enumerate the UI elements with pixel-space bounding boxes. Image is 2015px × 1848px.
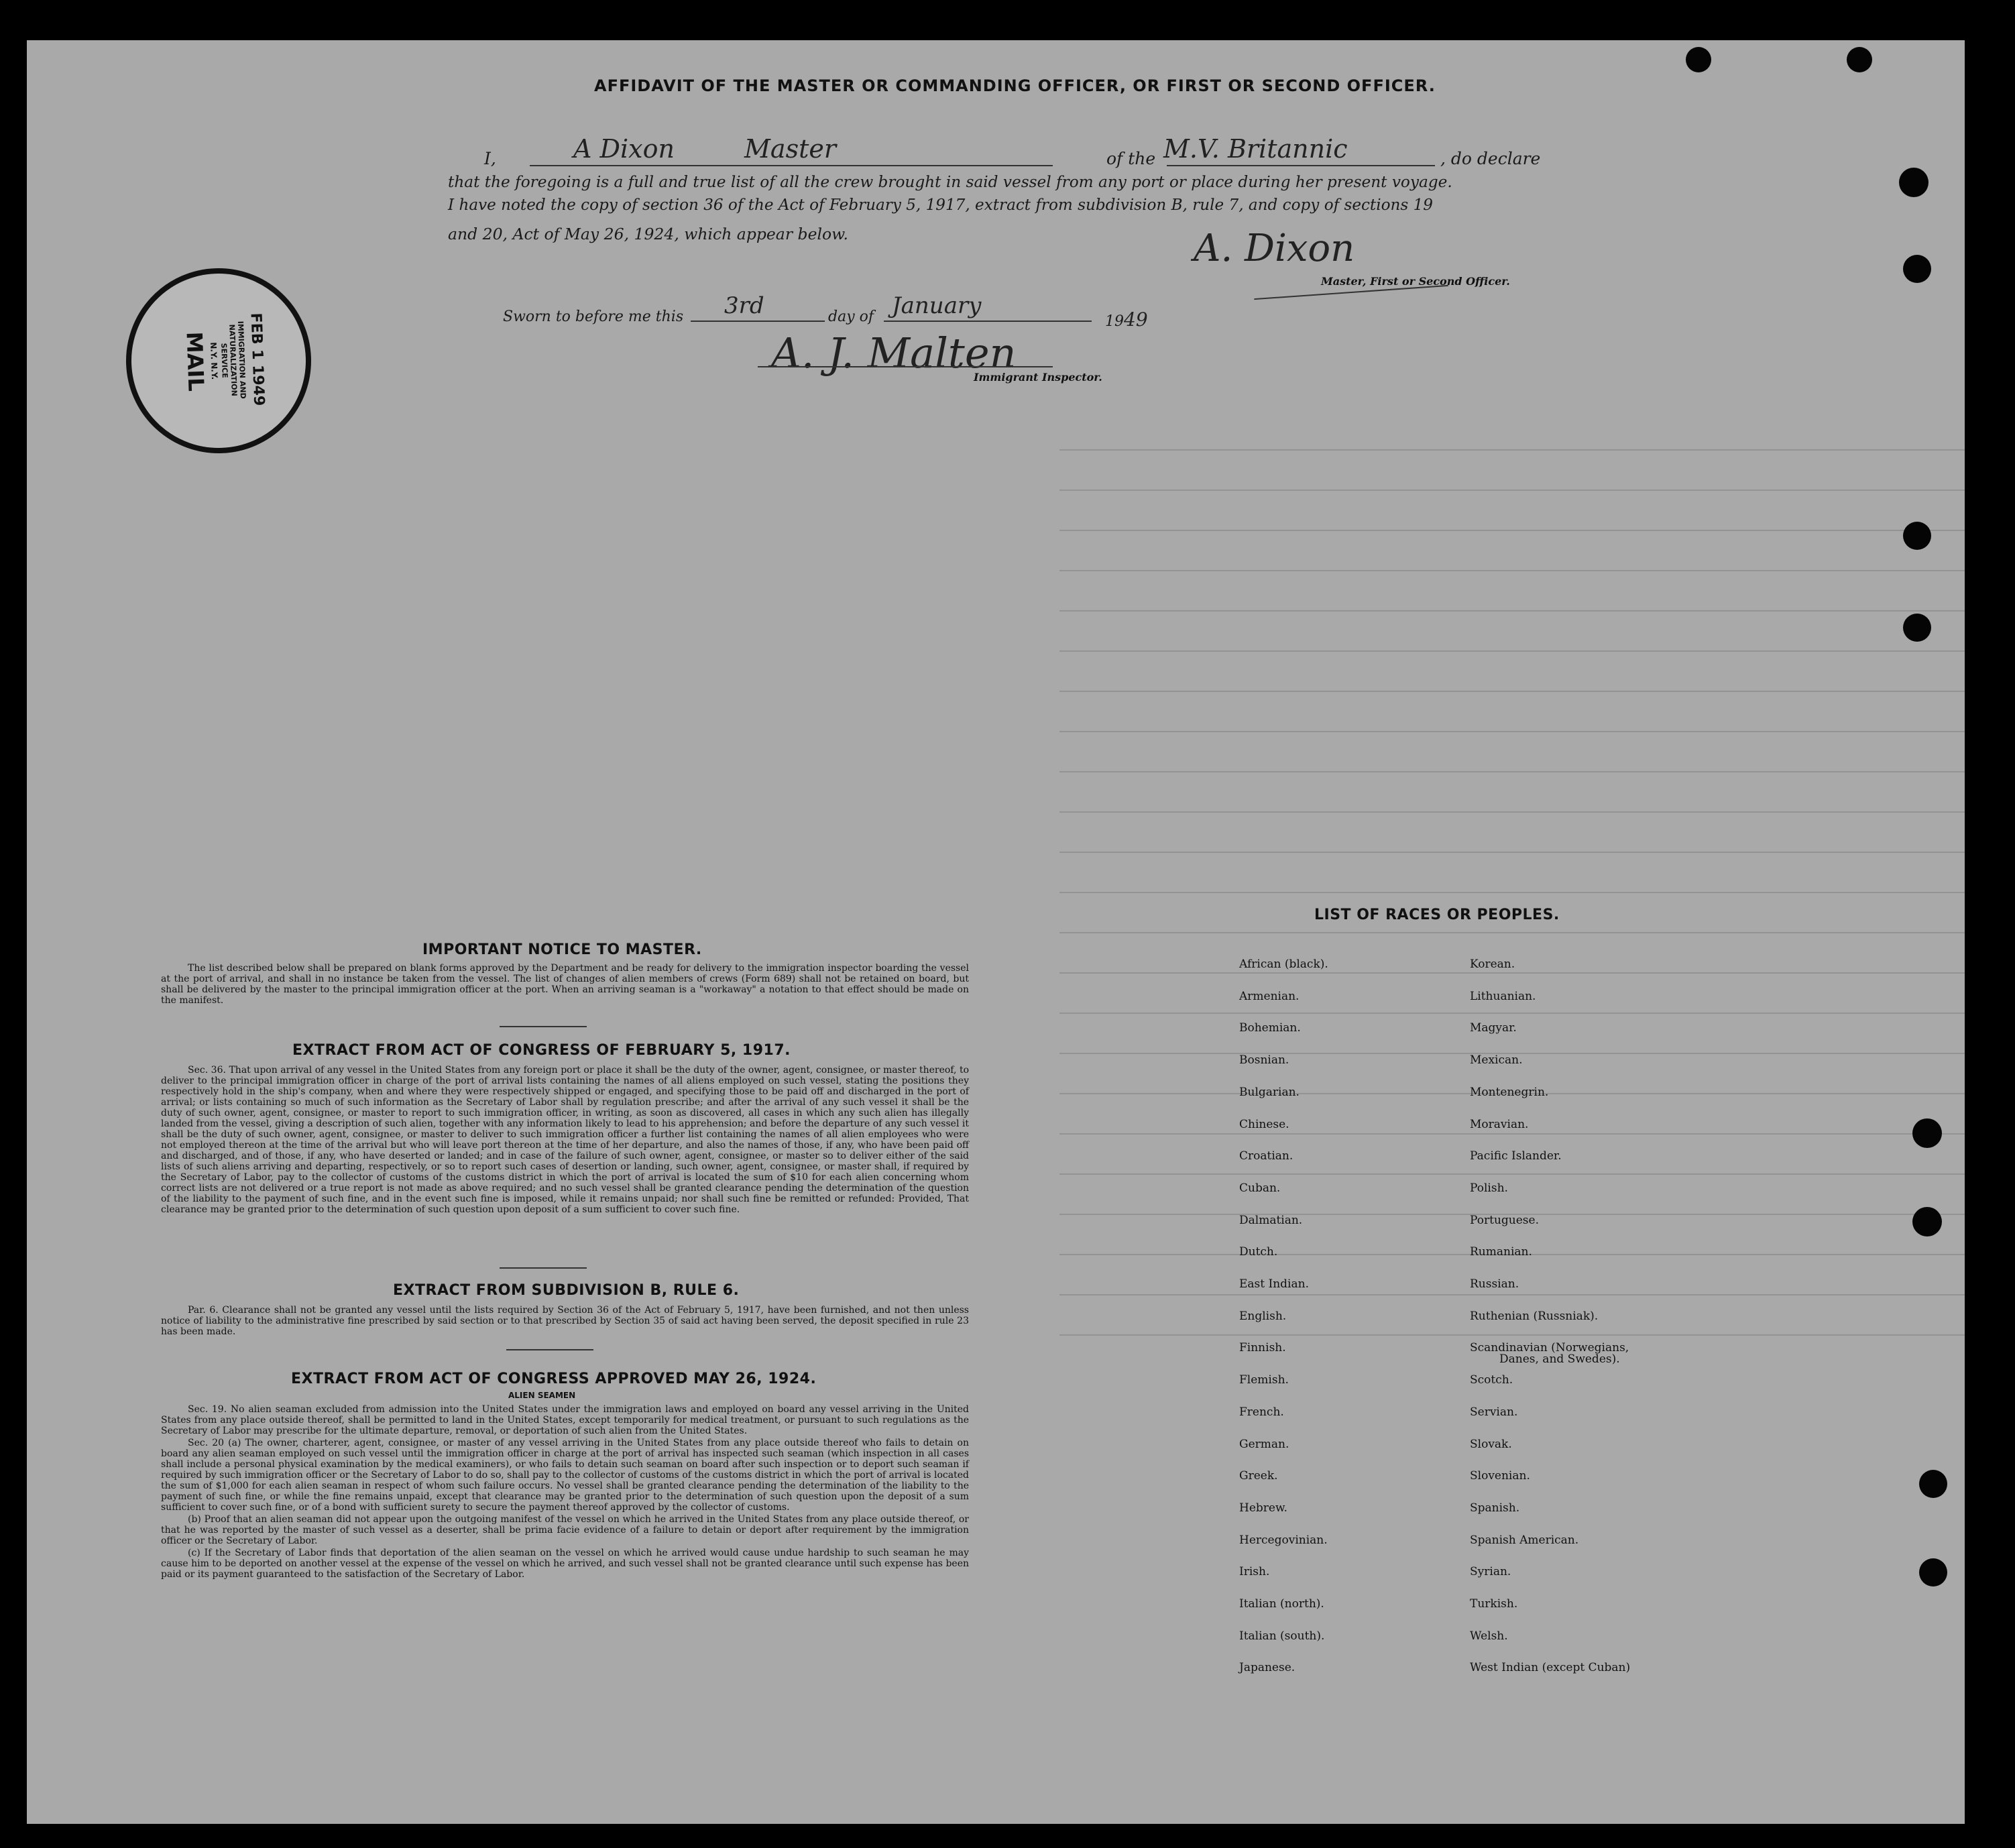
race-item: Lithuanian.	[1470, 989, 1536, 1003]
do-declare-label: , do declare	[1440, 149, 1541, 168]
inspector-caption: Immigrant Inspector.	[974, 371, 1102, 384]
punch-hole	[1912, 1207, 1942, 1236]
handwritten-name: A Dixon	[573, 134, 675, 164]
race-item: African (black).	[1239, 958, 1328, 971]
race-item: Scandinavian (Norwegians,	[1470, 1341, 1629, 1355]
stamp-mail: MAIL	[181, 331, 209, 392]
affidavit-line-1	[484, 149, 496, 168]
race-item: Bulgarian.	[1239, 1085, 1300, 1099]
affidavit-title: AFFIDAVIT OF THE MASTER OR COMMANDING OFFICER, OR FIRST OR SECOND OFFICER.	[594, 76, 1436, 95]
race-item: Dalmatian.	[1239, 1213, 1303, 1227]
section-20a-paragraph: Sec. 20 (a) The owner, charterer, agent, consignee, or master of any vessel arriving in the United States from any place outside thereof who fails to detain on board any alien seaman employed on such vessel until the immigration officer in charge at the port of arrival has inspected such seaman (which inspection in all cases shall include a personal physical examination by the medical examiners), or who fails to detain such seaman on board after such inspection or to deport such seaman if required by such immigration officer or the Secretary of Labor to do so, shall pay to the collector of customs of the customs district in which the port of arrival is located the sum of $1,000 for each alien seaman in respect of whom such failure occurs. No vessel shall be granted clearance pending the determination of the liability to the payment of such fine, or while the fine remains unpaid, except that clearance may be granted prior to the determination of such question upon the deposit of a sum sufficient to cover such fine, or of a bond with sufficient surety to secure the payment thereof approved by the collector of customs.	[161, 1438, 969, 1513]
section-20c-paragraph: (c) If the Secretary of Labor finds that deportation of the alien seaman on the vessel on which he arrived would cause undue hardship to such seaman he may cause him to be deported on another vessel at the expense of the vessel on which he arrived, and such vessel shall not be granted clearance until such expense has been paid or its payment guaranteed to the satisfaction of the Secretary of Labor.	[161, 1548, 969, 1580]
race-item: Moravian.	[1470, 1117, 1529, 1131]
race-item: Ruthenian (Russniak).	[1470, 1309, 1599, 1323]
day-of-label: day of	[828, 308, 874, 325]
race-item: French.	[1239, 1405, 1284, 1419]
race-item: Bosnian.	[1239, 1053, 1289, 1067]
handwritten-month: January	[892, 292, 982, 319]
punch-hole	[1903, 522, 1931, 550]
month-underline	[884, 321, 1092, 322]
signature-caption: Master, First or Second Officer.	[1321, 275, 1510, 288]
race-item: Dutch.	[1239, 1245, 1278, 1259]
races-heading: LIST OF RACES OR PEOPLES.	[1314, 907, 1560, 923]
year-label	[1105, 308, 1148, 331]
race-item: Spanish American.	[1470, 1533, 1579, 1547]
race-item: Slovenian.	[1470, 1469, 1530, 1483]
sworn-label: Sworn to before me this	[503, 308, 684, 325]
master-signature: A. Dixon	[1194, 227, 1355, 270]
race-item: Italian (north).	[1239, 1597, 1324, 1611]
rule-6-heading: EXTRACT FROM SUBDIVISION B, RULE 6.	[393, 1282, 740, 1299]
section-19-paragraph: Sec. 19. No alien seaman excluded from admission into the United States under the immigration laws and employed on board any vessel arriving in the United States from any place outside thereof, shall be permitted to land in the United States, except temporarily for medical treatment, or pursuant to such regulations as the Secretary of Labor may prescribe for the ultimate departure, removal, or deportation of such alien from the United States.	[161, 1404, 969, 1436]
race-item: Korean.	[1470, 958, 1515, 971]
race-item: Armenian.	[1239, 989, 1300, 1003]
divider	[500, 1267, 587, 1269]
race-item: Turkish.	[1470, 1597, 1518, 1611]
rule-6-text	[161, 1305, 969, 1338]
race-item: Scotch.	[1470, 1373, 1513, 1387]
inspector-signature: A. J. Malten	[771, 329, 1017, 378]
extract-1924-heading: EXTRACT FROM ACT OF CONGRESS APPROVED MAY 26, 1924.	[291, 1371, 817, 1387]
race-item: Rumanian.	[1470, 1245, 1532, 1259]
race-item: Hebrew.	[1239, 1501, 1287, 1515]
race-item: Flemish.	[1239, 1373, 1289, 1387]
rule-6-paragraph: Par. 6. Clearance shall not be granted any vessel until the lists required by Section 36 of the Act of February 5, 1917, have been furnished, and not then unless notice of liability to the administrative fine prescribed by said section or to that prescribed by Section 35 of said act having been served, the deposit specified in rule 23 has been made.	[161, 1305, 969, 1337]
stamp-service: IMMIGRATION AND NATURALIZATION SERVICE	[219, 321, 248, 400]
race-item: Greek.	[1239, 1469, 1278, 1483]
affidavit-line-4: and 20, Act of May 26, 1924, which appear below.	[448, 225, 848, 243]
punch-hole	[1912, 1118, 1942, 1148]
race-item: East Indian.	[1239, 1277, 1309, 1291]
divider	[500, 1026, 587, 1027]
punch-hole	[1899, 168, 1928, 197]
notice-heading: IMPORTANT NOTICE TO MASTER.	[422, 941, 702, 958]
inspector-underline	[758, 366, 1053, 367]
race-item: English.	[1239, 1309, 1287, 1323]
race-item: Welsh.	[1470, 1629, 1508, 1643]
handwritten-vessel: M.V. Britannic	[1163, 134, 1348, 164]
name-underline	[530, 165, 1053, 166]
affidavit-prefix: I,	[484, 149, 496, 168]
punch-hole	[1847, 47, 1872, 72]
stamp-date: FEB 1 1949	[247, 312, 268, 406]
race-item: Slovak.	[1470, 1437, 1512, 1451]
punch-hole	[1919, 1470, 1947, 1498]
race-item: Pacific Islander.	[1470, 1149, 1562, 1163]
race-item: Bohemian.	[1239, 1021, 1301, 1035]
divider	[506, 1349, 593, 1350]
race-item: Cuban.	[1239, 1181, 1281, 1195]
punch-hole	[1686, 47, 1711, 72]
race-item: Polish.	[1470, 1181, 1508, 1195]
race-item: Servian.	[1470, 1405, 1518, 1419]
race-item: Japanese.	[1239, 1661, 1296, 1675]
handwritten-rank: Master	[744, 134, 836, 164]
punch-hole	[1919, 1558, 1947, 1586]
race-item: Danes, and Swedes).	[1499, 1352, 1620, 1366]
race-item: Portuguese.	[1470, 1213, 1539, 1227]
handwritten-day: 3rd	[724, 292, 764, 319]
race-item: Spanish.	[1470, 1501, 1520, 1515]
notice-paragraph: The list described below shall be prepared on blank forms approved by the Department and be ready for delivery to the immigration inspector boarding the vessel at the port of arrival, and shall in no instance be taken from the vessel. The list of changes of alien members of crews (Form 689) shall not be retained on board, but shall be delivered by the master to the principal immigration officer at the port. When an arriving seaman is a "workaway" a notation to that effect should be made on the manifest.	[161, 963, 969, 1006]
punch-hole	[1903, 614, 1931, 642]
race-item: Syrian.	[1470, 1565, 1511, 1579]
section-20b-paragraph: (b) Proof that an alien seaman did not appear upon the outgoing manifest of the vessel on which he arrived in the United States from any place outside thereof, or that he was reported by the master of such vessel as a deserter, shall be prima facie evidence of a failure to detain or deport after requirement by the immigration officer or the Secretary of Labor.	[161, 1514, 969, 1546]
extract-1917-heading: EXTRACT FROM ACT OF CONGRESS OF FEBRUARY 5, 1917.	[292, 1042, 791, 1059]
affidavit-line-3: I have noted the copy of section 36 of the Act of February 5, 1917, extract from subdivision B, rule 7, and copy of sections 19	[448, 196, 1433, 214]
race-item: Croatian.	[1239, 1149, 1293, 1163]
handwritten-year: 49	[1124, 308, 1148, 331]
race-item: Italian (south).	[1239, 1629, 1325, 1643]
extract-1917-text	[161, 1065, 969, 1216]
of-the-label: of the	[1106, 149, 1156, 168]
race-item: Finnish.	[1239, 1341, 1286, 1355]
race-item: Montenegrin.	[1470, 1085, 1549, 1099]
punch-hole	[1903, 255, 1931, 283]
year-prefix: 19	[1105, 313, 1124, 330]
extract-1924-text	[161, 1404, 969, 1581]
affidavit-line-2: that the foregoing is a full and true list of all the crew brought in said vessel from any port or place during her present voyage.	[448, 173, 1452, 191]
alien-seamen-subheading: ALIEN SEAMEN	[508, 1391, 576, 1400]
race-item: Mexican.	[1470, 1053, 1523, 1067]
vessel-underline	[1167, 165, 1435, 166]
section-36-paragraph: Sec. 36. That upon arrival of any vessel in the United States from any foreign port or place it shall be the duty of the owner, agent, consignee, or master thereof, to deliver to the principal immigration officer in charge of the port of arrival lists containing the names of all aliens employed on such vessel, stating the positions they respectively hold in the ship's company, when and where they were respectively shipped or engaged, and specifying those to be paid off and discharged in the port of arrival; or lists containing so much of such information as the Secretary of Labor shall by regulation prescribe; and after the arrival of any such vessel it shall be the duty of such owner, agent, consignee, or master to report to such immigration officer, in writing, as soon as discovered, all cases in which any such alien has illegally landed from the vessel, giving a description of such alien, together with any information likely to lead to his apprehension; and before the departure of any such vessel it shall be the duty of such owner, agent, consignee, or master to deliver to such immigration officer a further list containing the names of all alien employees who were not employed thereon at the time of the arrival but who will leave port thereon at the time of her departure, and also the names of those, if any, who have been paid off and discharged, and of those, if any, who have deserted or landed; and in case of the failure of such owner, agent, consignee, or master so to deliver either of the said lists of such aliens arriving and departing, respectively, or so to report such cases of desertion or landing, such owner, agent, consignee, or master shall, if required by the Secretary of Labor, pay to the collector of customs of the customs district in which the port of arrival is located the sum of $10 for each alien concerning whom correct lists are not delivered or a true report is not made as above required; and no such vessel shall be granted clearance pending the determination of the question of the liability to the payment of such fine, and in the event such fine is imposed, while it remains unpaid; nor shall such fine be remitted or refunded: Provided, That clearance may be granted prior to the determination of such question upon deposit of a sum sufficient to cover such fine.	[161, 1065, 969, 1215]
race-item: West Indian (except Cuban)	[1470, 1661, 1631, 1675]
day-underline	[691, 321, 825, 322]
race-item: German.	[1239, 1437, 1289, 1451]
notice-text	[161, 963, 969, 1007]
race-item: Russian.	[1470, 1277, 1519, 1291]
stamp-location: N.Y. N.Y.	[209, 342, 219, 380]
race-item: Irish.	[1239, 1565, 1270, 1579]
race-item: Hercegovinian.	[1239, 1533, 1328, 1547]
race-item: Chinese.	[1239, 1117, 1289, 1131]
race-item: Magyar.	[1470, 1021, 1517, 1035]
